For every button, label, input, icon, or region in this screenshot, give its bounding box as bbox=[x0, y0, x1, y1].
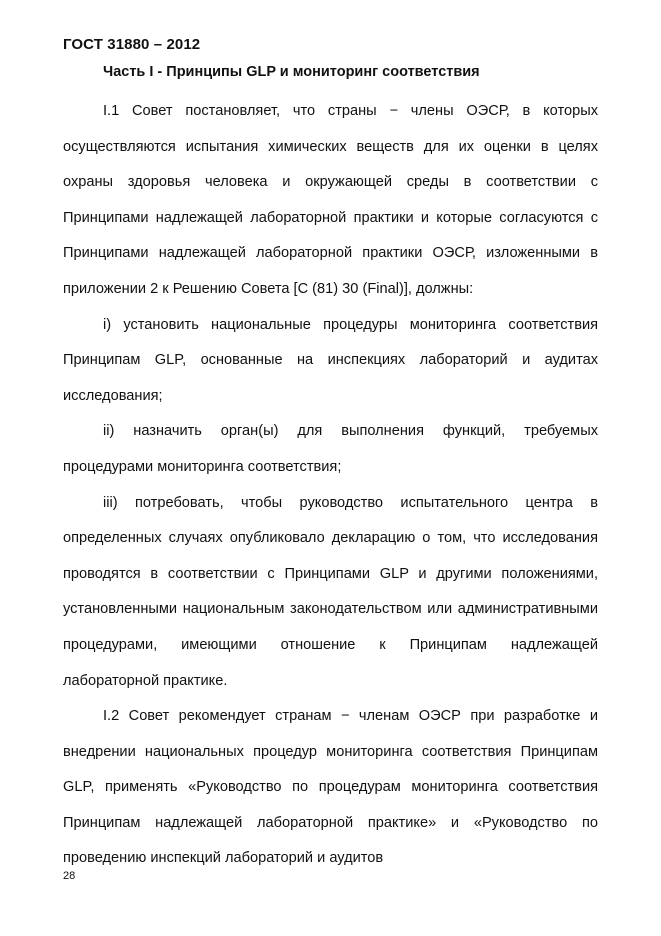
document-header: ГОСТ 31880 – 2012 bbox=[63, 36, 201, 53]
paragraph-item-i: i) установить национальные процедуры мониторинга соответствия Принципам GLP, основанные на инспекциях лабораторий и аудитах исследования; bbox=[63, 316, 598, 404]
paragraph-item-ii: ii) назначить орган(ы) для выполнения функций, требуемых процедурами мониторинга соответствия; bbox=[63, 423, 598, 475]
paragraph-1-2: I.2 Совет рекомендует странам − членам ОЭСР при разработке и внедрении национальных процедур мониторинга соответствия Принципам GLP, применять «Руководство по процедурам мониторинга соответствия Принципам надлежащей лабораторной практике» и «Руководство по проведению инспекций лабораторий и аудитов bbox=[63, 708, 598, 867]
page-number: 28 bbox=[63, 870, 76, 882]
paragraph-1-1: I.1 Совет постановляет, что страны − члены ОЭСР, в которых осуществляются испытания химических веществ для их оценки в целях охраны здоровья человека и окружающей среды в соответствии с Принципами надлежащей лабораторной практики и которые согласуются с Принципами надлежащей лабораторной практики ОЭСР, изложенными в приложении 2 к Решению Совета [C (81) 30 (Final)], должны: bbox=[63, 103, 598, 297]
document-body bbox=[63, 94, 598, 877]
section-title: Часть I - Принципы GLP и мониторинг соответствия bbox=[103, 64, 480, 80]
paragraph-item-iii: iii) потребовать, чтобы руководство испытательного центра в определенных случаях опубликовало декларацию о том, что исследования проводятся в соответствии с Принципами GLP и другими положениями, установленными национальным законодательством или административными процедурами, имеющими отношение к Принципам надлежащей лабораторной практике. bbox=[63, 494, 598, 689]
